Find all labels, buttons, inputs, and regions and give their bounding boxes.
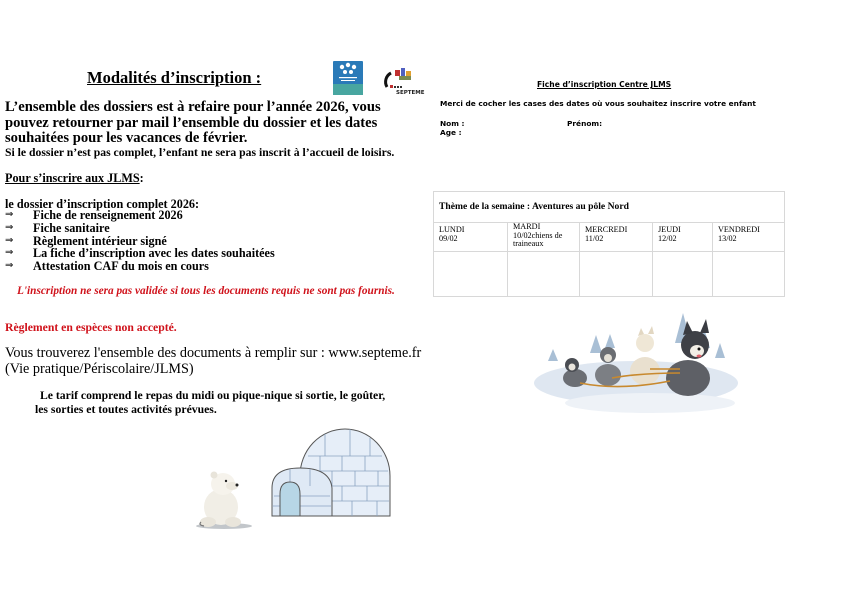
list-item: ⇒ Fiche sanitaire — [5, 220, 110, 235]
documents-path-line: (Vie pratique/Périscolaire/JLMS) — [5, 360, 194, 377]
section-heading-label: Pour s’inscrire aux JLMS — [5, 171, 140, 185]
documents-website-line: Vous trouverez l'ensemble des documents à remplir sur : www.septeme.fr — [5, 345, 422, 361]
section-heading: Pour s’inscrire aux JLMS: — [5, 171, 144, 185]
days-row — [434, 223, 785, 252]
caf-logo — [333, 61, 363, 95]
checkbox-row — [434, 252, 785, 297]
checkbox-cell-monday[interactable] — [434, 252, 508, 297]
day-header-wednesday: MERCREDI 11/02 — [580, 223, 653, 252]
tarif-info: Le tarif comprend le repas du midi ou pique-nique si sortie, le goûter, les sorties et toutes activités prévues. — [35, 389, 386, 416]
intro-paragraph: L’ensemble des dossiers est à refaire pour l’année 2026, vous pouvez retourner par mail l’ensemble du dossier et les dates souhaitées pour les vacances de février. — [5, 99, 381, 146]
list-item: ⇒ Fiche de renseignement 2026 — [5, 208, 183, 222]
page-title: Modalités d’inscription : — [87, 68, 262, 87]
day-header-tuesday: MARDI 10/02chiens de traineaux — [508, 223, 580, 252]
caf-family-icon — [333, 61, 363, 84]
dossier-label: le dossier d’inscription complet 2026: — [5, 197, 200, 211]
checkbox-cell-friday[interactable] — [713, 252, 785, 297]
theme-cell: Thème de la semaine : Aventures au pôle Nord — [434, 192, 785, 223]
weekly-schedule-table — [433, 191, 785, 297]
documents-info — [5, 346, 421, 377]
arrow-icon: ⇒ — [5, 221, 14, 233]
arrow-icon: ⇒ — [5, 234, 14, 246]
age-label: Age : — [440, 128, 462, 137]
list-item: ⇒ La fiche d’inscription avec les dates souhaitées — [5, 246, 275, 261]
cash-notice: Règlement en espèces non accepté. — [5, 321, 177, 334]
sled-dogs-image — [530, 303, 742, 421]
septeme-logo — [377, 65, 425, 96]
day-header-thursday: JEUDI 12/02 — [653, 223, 713, 252]
prenom-label: Prénom: — [567, 119, 603, 128]
polar-bear-image — [193, 462, 255, 530]
arrow-icon: ⇒ — [5, 247, 14, 259]
nom-label: Nom : — [440, 119, 465, 128]
day-header-monday: LUNDI 09/02 — [434, 223, 508, 252]
required-documents-list — [5, 209, 275, 273]
igloo-image — [270, 426, 392, 522]
form-instruction: Merci de cocher les cases des dates où vous souhaitez inscrire votre enfant — [440, 99, 756, 108]
form-title: Fiche d’inscription Centre JLMS — [537, 80, 672, 89]
arrow-icon: ⇒ — [5, 260, 14, 272]
list-item: ⇒ Attestation CAF du mois en cours — [5, 259, 209, 274]
checkbox-cell-wednesday[interactable] — [580, 252, 653, 297]
checkbox-cell-thursday[interactable] — [653, 252, 713, 297]
svg-text:SEPTEME: SEPTEME — [396, 90, 425, 96]
validation-warning: L'inscription ne sera pas validée si tous les documents requis ne sont pas fournis. — [17, 285, 395, 297]
day-header-friday: VENDREDI 13/02 — [713, 223, 785, 252]
arrow-icon: ⇒ — [5, 209, 14, 220]
list-item: ⇒ Règlement intérieur signé — [5, 233, 167, 248]
checkbox-cell-tuesday[interactable] — [508, 252, 580, 297]
theme-row — [434, 192, 785, 223]
incomplete-notice: Si le dossier n’est pas complet, l’enfant ne sera pas inscrit à l’accueil de loisirs. — [5, 146, 395, 159]
